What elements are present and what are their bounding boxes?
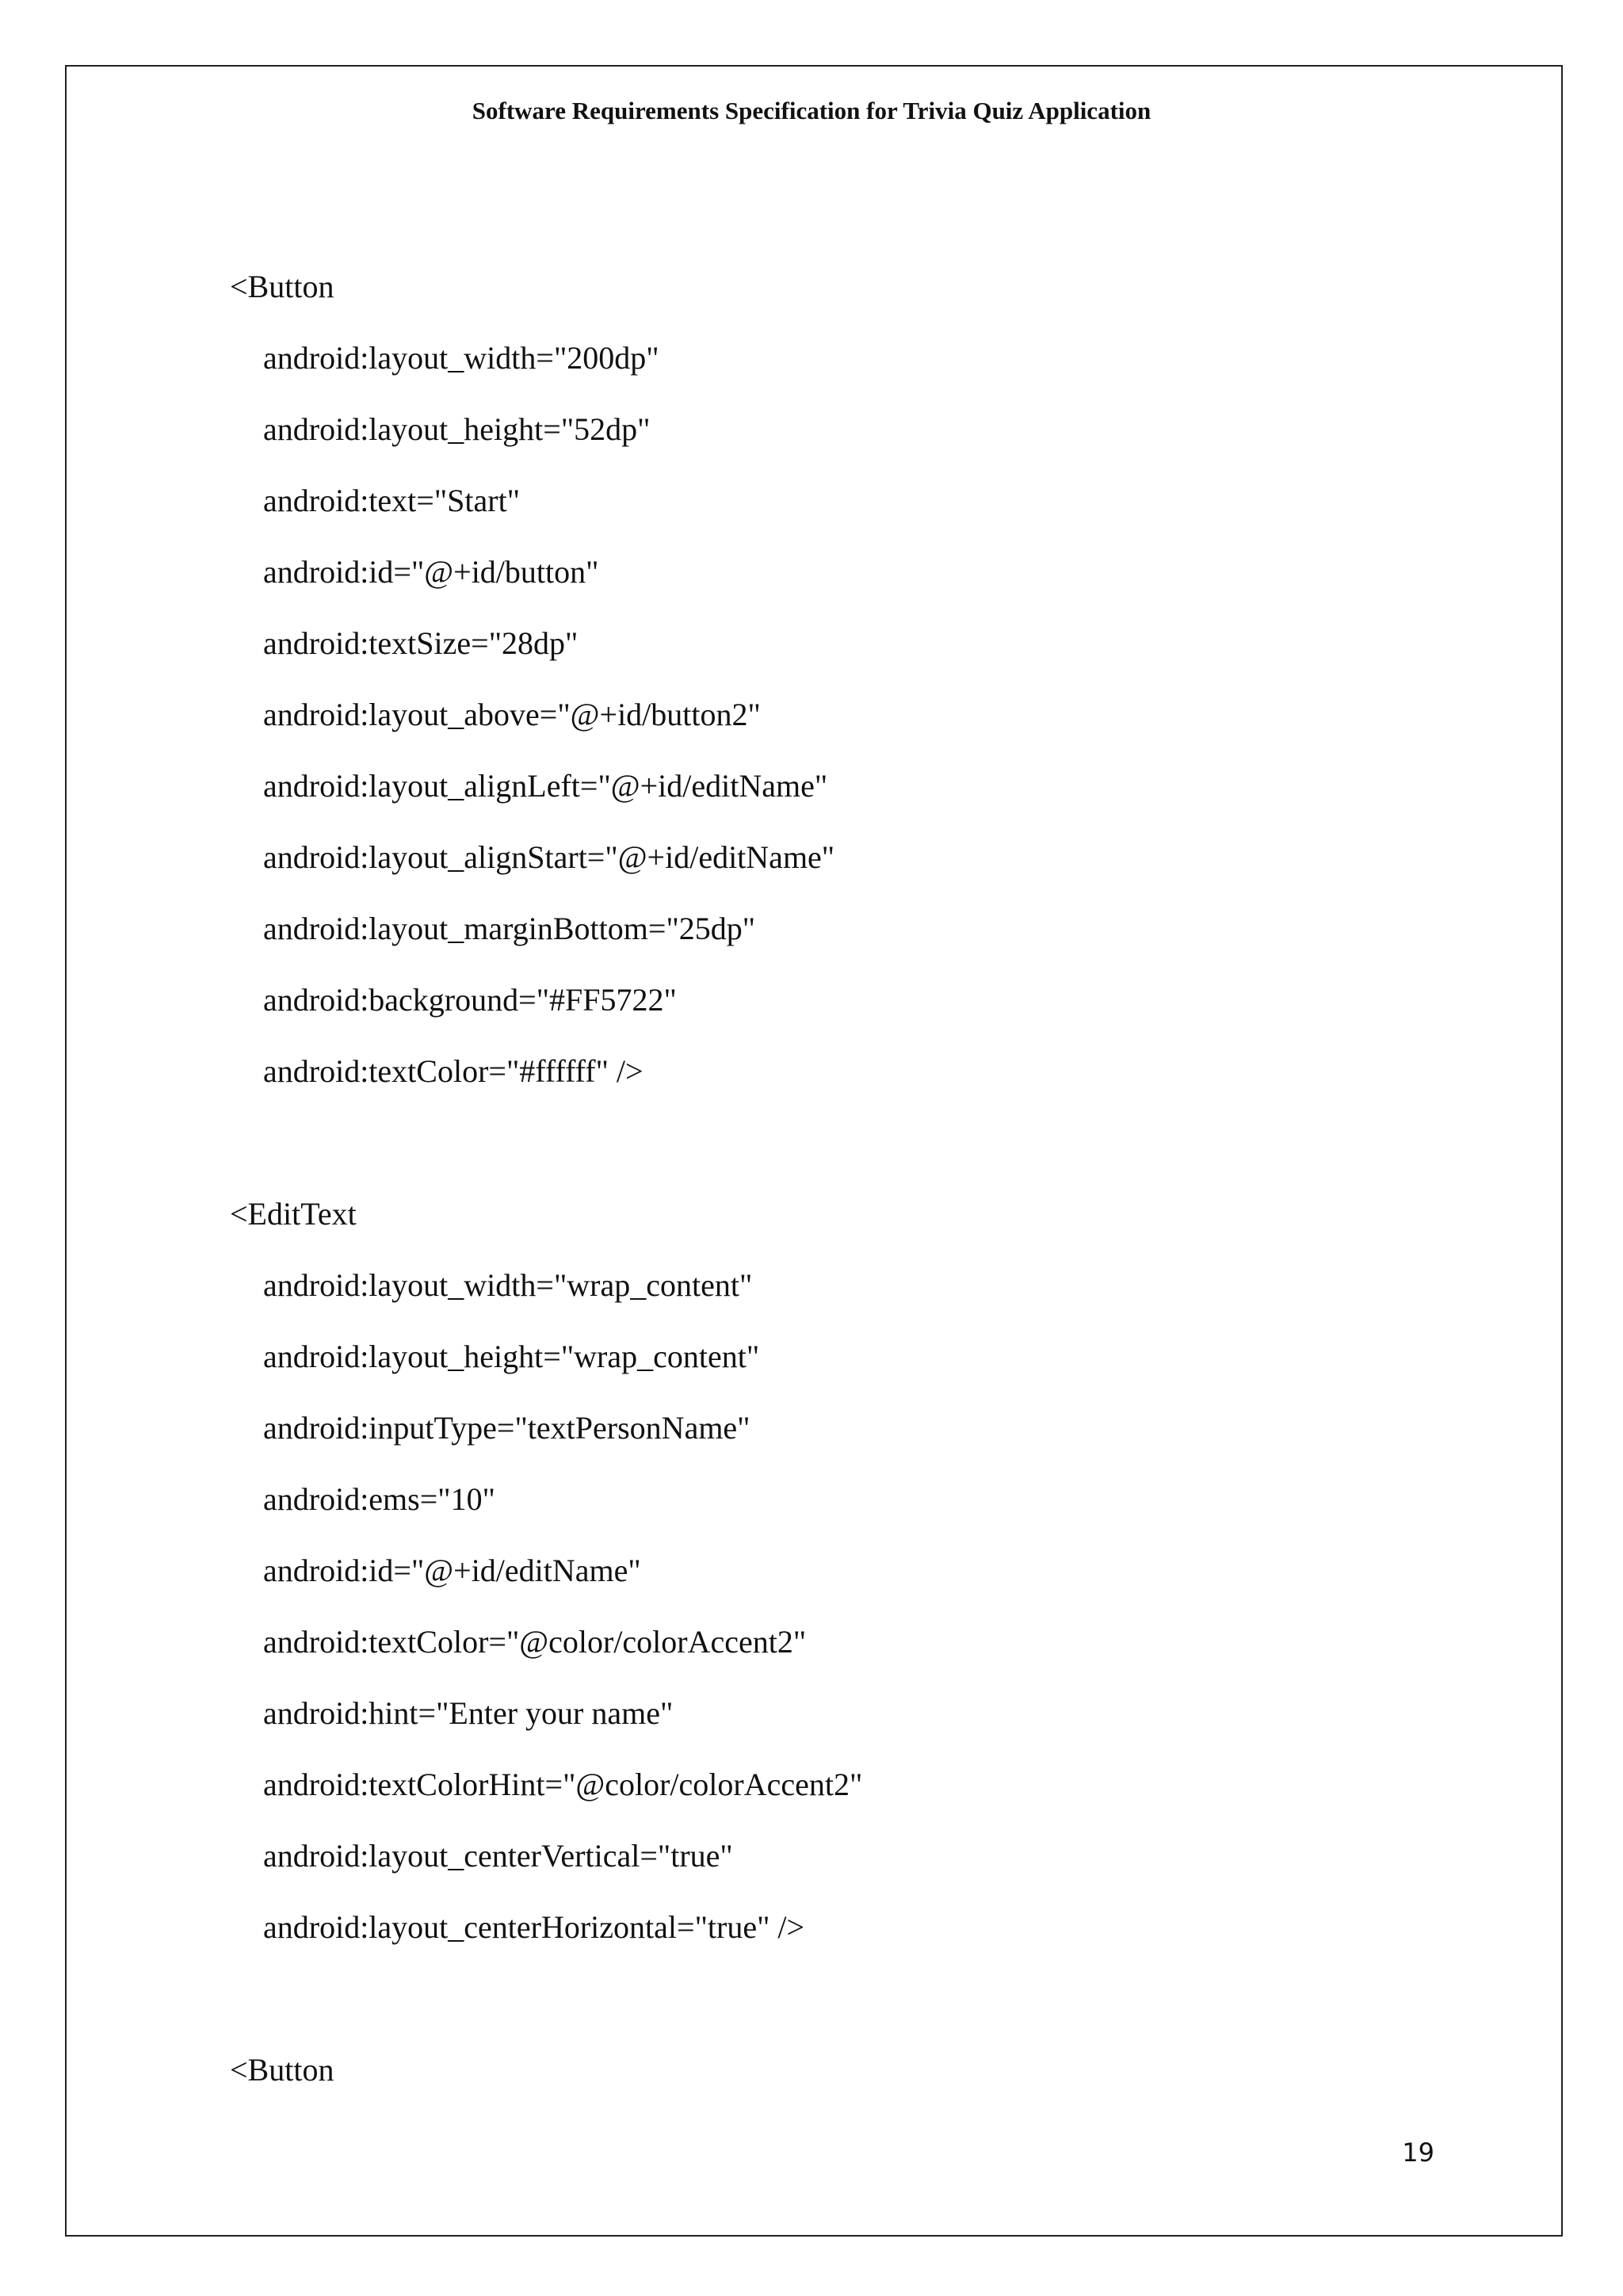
code-line: android:layout_marginBottom="25dp" xyxy=(263,911,756,946)
code-line: android:layout_height="wrap_content" xyxy=(263,1339,760,1374)
code-line: android:ems="10" xyxy=(263,1481,495,1517)
code-line: <Button xyxy=(230,269,334,304)
code-line: android:inputType="textPersonName" xyxy=(263,1410,750,1446)
code-line: android:layout_above="@+id/button2" xyxy=(263,697,761,732)
code-line: android:layout_centerHorizontal="true" /> xyxy=(263,1909,805,1945)
code-line: android:textSize="28dp" xyxy=(263,625,579,661)
code-line: android:background="#FF5722" xyxy=(263,982,677,1018)
code-line: android:id="@+id/editName" xyxy=(263,1553,641,1588)
code-line: android:layout_alignLeft="@+id/editName" xyxy=(263,768,828,804)
code-line: android:layout_centerVertical="true" xyxy=(263,1838,733,1874)
code-line: android:textColor="#ffffff" /> xyxy=(263,1053,643,1089)
code-line: android:id="@+id/button" xyxy=(263,554,599,590)
code-line: <EditText xyxy=(230,1196,357,1232)
code-line: android:layout_width="200dp" xyxy=(263,340,659,376)
code-line: android:hint="Enter your name" xyxy=(263,1695,674,1731)
code-line: android:textColorHint="@color/colorAccent2" xyxy=(263,1767,863,1802)
code-line: android:layout_width="wrap_content" xyxy=(263,1267,753,1303)
code-line: <Button xyxy=(230,2052,334,2088)
code-line: android:textColor="@color/colorAccent2" xyxy=(263,1624,807,1660)
code-line: android:layout_height="52dp" xyxy=(263,411,651,447)
page-number: 19 xyxy=(1402,2137,1434,2168)
code-line: android:text="Start" xyxy=(263,483,521,518)
code-line: android:layout_alignStart="@+id/editName" xyxy=(263,839,835,875)
page-header-title: Software Requirements Specification for Trivia Quiz Application xyxy=(472,97,1151,124)
